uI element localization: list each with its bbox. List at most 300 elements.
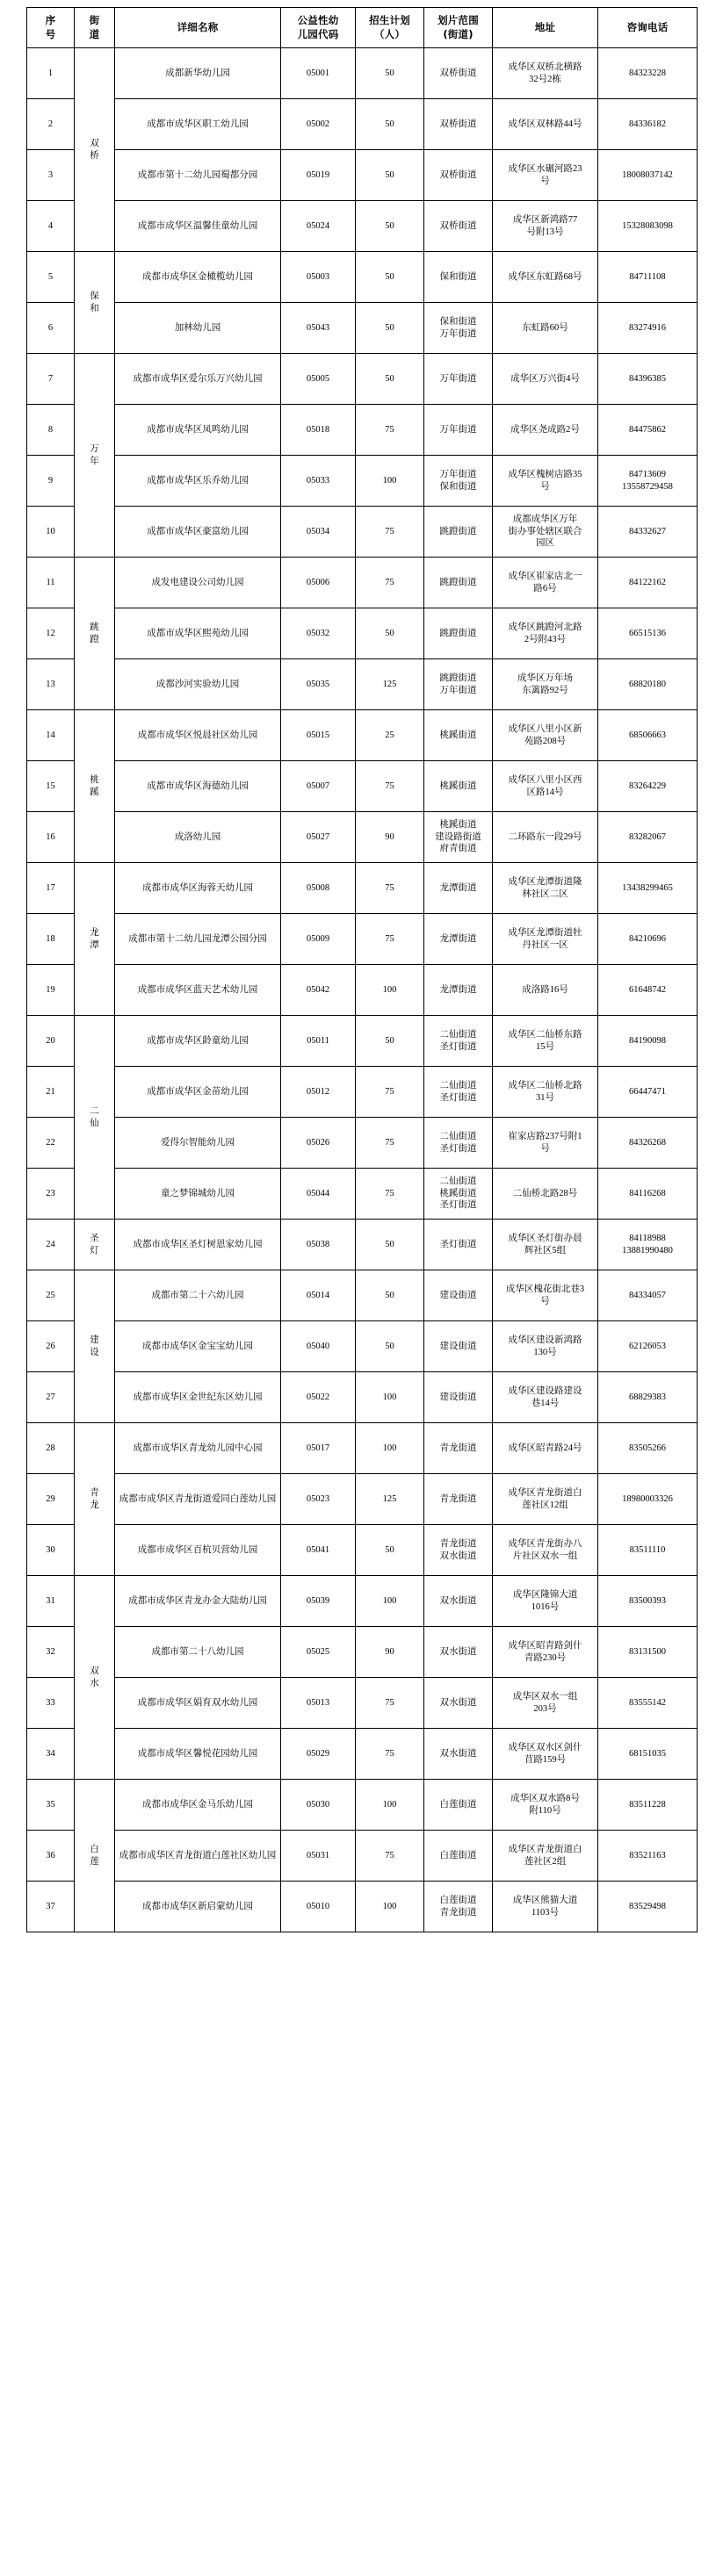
cell-enrollment-quota: 50 (356, 303, 424, 354)
cell-enrollment-quota: 100 (356, 1423, 424, 1474)
cell-street-group (75, 1423, 115, 1576)
address-line: 成华区东虹路68号 (508, 271, 582, 282)
address-line: 成华区隆锦大道 (512, 1589, 578, 1600)
cell-zone-range (424, 608, 493, 659)
address-line: 路6号 (533, 583, 557, 594)
address-line: 号 (540, 176, 550, 186)
cell-seq: 22 (27, 1118, 75, 1169)
cell-phone (598, 710, 698, 761)
cell-address (493, 914, 598, 965)
cell-seq: 2 (27, 99, 75, 150)
cell-phone (598, 150, 698, 201)
cell-street-group (75, 710, 115, 863)
table-row (27, 1067, 698, 1118)
phone-line: 83555142 (629, 1697, 666, 1708)
cell-zone-range (424, 456, 493, 507)
cell-seq: 24 (27, 1220, 75, 1270)
cell-address (493, 150, 598, 201)
cell-zone-range (424, 1067, 493, 1118)
zone-line: 桃蹊街道 (439, 1188, 477, 1198)
header-char: 街 (89, 14, 100, 27)
street-char: 圣 (90, 1233, 99, 1243)
address-line: 莲社区2组 (524, 1856, 567, 1867)
address-line: 1016号 (531, 1601, 560, 1612)
cell-kindergarten-name: 成都市第十二幼儿园龙潭公园分园 (115, 914, 281, 965)
cell-kindergarten-name: 成都市成华区娟育双水幼儿园 (115, 1678, 281, 1729)
header-line: 儿园代码 (297, 27, 339, 40)
cell-kindergarten-name: 成都市成华区龄童幼儿园 (115, 1016, 281, 1067)
zone-line: 青龙街道 (439, 1907, 477, 1918)
address-line: 31号 (536, 1092, 554, 1103)
address-line: 园区 (536, 538, 554, 549)
address-line: 成华区二仙桥东路 (508, 1029, 582, 1040)
cell-zone-range (424, 812, 493, 863)
cell-zone-range (424, 1525, 493, 1576)
address-line: 成洛路16号 (522, 984, 568, 995)
street-char: 蹬 (90, 634, 99, 644)
phone-line: 61648742 (629, 984, 666, 995)
address-line: 成华区万兴街4号 (510, 373, 580, 384)
phone-line: 68151035 (629, 1748, 666, 1759)
address-line: 1103号 (531, 1907, 560, 1918)
cell-kindergarten-name: 成都市成华区蓝天艺术幼儿园 (115, 965, 281, 1016)
cell-kindergarten-name: 成都市成华区青龙幼儿园中心园 (115, 1423, 281, 1474)
phone-line: 13881990480 (622, 1245, 673, 1256)
cell-kindergarten-code: 05033 (281, 456, 356, 507)
zone-line: 桃蹊街道 (439, 819, 477, 830)
address-line: 成华区龙潭街道牡 (508, 927, 582, 938)
header-row (27, 8, 698, 48)
address-line: 成华区二仙桥北路 (508, 1080, 582, 1090)
cell-seq: 4 (27, 201, 75, 252)
cell-enrollment-quota: 75 (356, 1729, 424, 1780)
table-row (27, 405, 698, 456)
phone-line: 84190098 (629, 1035, 666, 1046)
cell-seq: 26 (27, 1321, 75, 1372)
cell-address (493, 1321, 598, 1372)
cell-enrollment-quota: 90 (356, 812, 424, 863)
phone-line: 68829383 (629, 1392, 666, 1402)
cell-kindergarten-name: 童之梦锦城幼儿园 (115, 1169, 281, 1220)
column-header-addr: 地址 (493, 8, 598, 48)
zone-line: 跳蹬街道 (439, 673, 477, 683)
cell-enrollment-quota: 75 (356, 914, 424, 965)
zone-line: 双桥街道 (439, 119, 477, 129)
table-row (27, 99, 698, 150)
cell-zone-range (424, 1780, 493, 1831)
cell-seq: 29 (27, 1474, 75, 1525)
cell-kindergarten-code: 05026 (281, 1118, 356, 1169)
table-row (27, 1729, 698, 1780)
cell-kindergarten-name: 加林幼儿园 (115, 303, 281, 354)
cell-address (493, 1474, 598, 1525)
cell-enrollment-quota: 50 (356, 608, 424, 659)
zone-line: 跳蹬街道 (439, 526, 477, 536)
cell-kindergarten-name: 成都市第二十六幼儿园 (115, 1270, 281, 1321)
cell-seq: 35 (27, 1780, 75, 1831)
cell-address (493, 303, 598, 354)
cell-phone (598, 1372, 698, 1423)
phone-line: 84713609 (629, 469, 666, 479)
cell-zone-range (424, 914, 493, 965)
zone-line: 白莲街道 (439, 1850, 477, 1860)
address-line: 林社区二区 (522, 889, 568, 899)
cell-kindergarten-code: 05013 (281, 1678, 356, 1729)
address-line: 15号 (536, 1041, 554, 1052)
table-row (27, 914, 698, 965)
zone-line: 双桥街道 (439, 68, 477, 78)
address-line: 苑路208号 (524, 736, 567, 746)
cell-kindergarten-name: 成都市成华区金苗幼儿园 (115, 1067, 281, 1118)
address-line: 成华区新鸿路77 (512, 214, 578, 225)
cell-zone-range (424, 1729, 493, 1780)
cell-zone-range (424, 1576, 493, 1627)
cell-enrollment-quota: 100 (356, 1780, 424, 1831)
header-char: 号 (45, 27, 56, 40)
cell-zone-range (424, 1270, 493, 1321)
zone-line: 双水街道 (439, 1646, 477, 1657)
phone-line: 15328083098 (622, 220, 673, 231)
column-header-quota (356, 8, 424, 48)
cell-kindergarten-name: 成都市成华区百杭贝营幼儿园 (115, 1525, 281, 1576)
address-line: 成华区熊猫大道 (512, 1895, 578, 1905)
zone-line: 青龙街道 (439, 1443, 477, 1453)
column-header-name: 详细名称 (115, 8, 281, 48)
zone-line: 圣灯街道 (439, 1239, 477, 1249)
header-line: (街道) (443, 27, 474, 40)
zone-line: 跳蹬街道 (439, 628, 477, 638)
address-line: 辉社区5组 (524, 1245, 567, 1256)
address-line: 130号 (533, 1347, 557, 1357)
cell-zone-range (424, 1627, 493, 1678)
zone-line: 圣灯街道 (439, 1092, 477, 1103)
street-char: 灯 (90, 1245, 99, 1256)
cell-seq: 37 (27, 1882, 75, 1932)
cell-seq: 10 (27, 507, 75, 558)
street-char: 双 (90, 1666, 99, 1676)
table-row (27, 965, 698, 1016)
cell-zone-range (424, 965, 493, 1016)
cell-address (493, 1067, 598, 1118)
cell-zone-range (424, 1831, 493, 1882)
table-body (27, 48, 698, 1932)
cell-seq: 12 (27, 608, 75, 659)
phone-line: 84336182 (629, 119, 666, 129)
table-row (27, 1525, 698, 1576)
phone-line: 83274916 (629, 322, 666, 333)
cell-street-group (75, 558, 115, 710)
cell-zone-range (424, 252, 493, 303)
table-row (27, 354, 698, 405)
cell-kindergarten-name: 成都市成华区乐乔幼儿园 (115, 456, 281, 507)
phone-line: 84118988 (629, 1233, 666, 1243)
cell-phone (598, 863, 698, 914)
cell-street-group (75, 1016, 115, 1220)
cell-address (493, 659, 598, 710)
phone-line: 84334057 (629, 1290, 666, 1300)
address-line: 青路230号 (524, 1652, 567, 1663)
cell-seq: 7 (27, 354, 75, 405)
column-header-street (75, 8, 115, 48)
cell-kindergarten-code: 05009 (281, 914, 356, 965)
cell-enrollment-quota: 100 (356, 1372, 424, 1423)
street-char: 潭 (90, 939, 99, 950)
address-line: 成华区双水一组 (512, 1691, 578, 1702)
cell-enrollment-quota: 100 (356, 965, 424, 1016)
cell-phone (598, 1118, 698, 1169)
address-line: 成华区双桥北横路 (508, 61, 582, 72)
cell-address (493, 1525, 598, 1576)
cell-seq: 14 (27, 710, 75, 761)
cell-kindergarten-code: 05007 (281, 761, 356, 812)
table-header (27, 8, 698, 48)
cell-kindergarten-name: 成都市成华区新启蒙幼儿园 (115, 1882, 281, 1932)
column-header-zone (424, 8, 493, 48)
address-line: 成华区建设路建设 (508, 1385, 582, 1396)
cell-kindergarten-name: 成都市成华区职工幼儿园 (115, 99, 281, 150)
cell-address (493, 1780, 598, 1831)
street-char: 水 (90, 1678, 99, 1688)
cell-phone (598, 1220, 698, 1270)
cell-seq: 1 (27, 48, 75, 99)
cell-phone (598, 1882, 698, 1932)
cell-kindergarten-code: 05005 (281, 354, 356, 405)
cell-kindergarten-code: 05018 (281, 405, 356, 456)
cell-seq: 27 (27, 1372, 75, 1423)
zone-line: 白莲街道 (439, 1799, 477, 1810)
cell-address (493, 1729, 598, 1780)
phone-line: 18980003326 (622, 1493, 673, 1504)
cell-enrollment-quota: 50 (356, 252, 424, 303)
cell-enrollment-quota: 50 (356, 354, 424, 405)
cell-enrollment-quota: 75 (356, 1678, 424, 1729)
cell-zone-range (424, 1474, 493, 1525)
phone-line: 18008037142 (622, 169, 673, 180)
cell-kindergarten-name: 成都市成华区金橄榄幼儿园 (115, 252, 281, 303)
table-row (27, 1270, 698, 1321)
table-row (27, 303, 698, 354)
cell-seq: 31 (27, 1576, 75, 1627)
zone-line: 跳蹬街道 (439, 577, 477, 587)
cell-phone (598, 1729, 698, 1780)
cell-seq: 23 (27, 1169, 75, 1220)
cell-seq: 18 (27, 914, 75, 965)
cell-enrollment-quota: 75 (356, 1067, 424, 1118)
cell-enrollment-quota: 125 (356, 659, 424, 710)
cell-enrollment-quota: 50 (356, 1016, 424, 1067)
cell-kindergarten-name: 成都市成华区熙苑幼儿园 (115, 608, 281, 659)
cell-kindergarten-name: 成都市成华区金宝宝幼儿园 (115, 1321, 281, 1372)
street-char: 建 (90, 1335, 99, 1345)
phone-line: 84475862 (629, 424, 666, 435)
cell-address (493, 405, 598, 456)
zone-line: 圣灯街道 (439, 1041, 477, 1052)
column-header-seq (27, 8, 75, 48)
zone-line: 双水街道 (439, 1748, 477, 1759)
header-line: （人） (373, 27, 406, 40)
cell-seq: 19 (27, 965, 75, 1016)
cell-zone-range (424, 150, 493, 201)
cell-enrollment-quota: 50 (356, 1220, 424, 1270)
cell-enrollment-quota: 100 (356, 1882, 424, 1932)
table-row (27, 1678, 698, 1729)
cell-enrollment-quota: 75 (356, 1118, 424, 1169)
cell-enrollment-quota: 100 (356, 1576, 424, 1627)
cell-address (493, 201, 598, 252)
address-line: 东虹路60号 (522, 322, 568, 333)
cell-seq: 20 (27, 1016, 75, 1067)
address-line: 成华区龙潭街道隆 (508, 876, 582, 887)
zone-line: 建设街道 (439, 1290, 477, 1300)
cell-zone-range (424, 710, 493, 761)
street-char: 二 (90, 1105, 99, 1116)
street-char: 双 (90, 138, 99, 148)
cell-kindergarten-code: 05039 (281, 1576, 356, 1627)
cell-phone (598, 252, 698, 303)
table-row (27, 1627, 698, 1678)
cell-address (493, 99, 598, 150)
cell-enrollment-quota: 25 (356, 710, 424, 761)
cell-address (493, 1423, 598, 1474)
cell-kindergarten-name: 成都市成华区温馨佳童幼儿园 (115, 201, 281, 252)
street-char: 仙 (90, 1118, 99, 1128)
street-char: 蹊 (90, 787, 99, 797)
cell-zone-range (424, 1678, 493, 1729)
phone-line: 13438299465 (622, 882, 673, 893)
cell-street-group (75, 252, 115, 354)
cell-seq: 16 (27, 812, 75, 863)
cell-kindergarten-code: 05027 (281, 812, 356, 863)
zone-line: 二仙街道 (439, 1176, 477, 1186)
cell-kindergarten-code: 05003 (281, 252, 356, 303)
header-char: 道 (89, 27, 100, 40)
street-char: 青 (90, 1487, 99, 1498)
table-row (27, 1831, 698, 1882)
header-line: 招生计划 (369, 14, 410, 27)
cell-kindergarten-code: 05008 (281, 863, 356, 914)
cell-phone (598, 659, 698, 710)
table-row (27, 863, 698, 914)
cell-zone-range (424, 558, 493, 608)
address-line: 成华区双水路8号 (510, 1793, 580, 1803)
cell-seq: 6 (27, 303, 75, 354)
cell-enrollment-quota: 75 (356, 863, 424, 914)
cell-phone (598, 1780, 698, 1831)
zone-line: 龙潭街道 (439, 933, 477, 944)
cell-kindergarten-name: 成都市成华区海德幼儿园 (115, 761, 281, 812)
cell-zone-range (424, 303, 493, 354)
cell-enrollment-quota: 50 (356, 99, 424, 150)
cell-street-group (75, 863, 115, 1016)
address-line: 成华区双水区剑什 (508, 1742, 582, 1752)
street-char: 龙 (90, 1500, 99, 1510)
cell-kindergarten-code: 05006 (281, 558, 356, 608)
address-line: 成华区水碾河路23 (508, 163, 582, 174)
address-line: 成华区尧成路2号 (510, 424, 580, 435)
cell-kindergarten-name: 成都沙河实验幼儿园 (115, 659, 281, 710)
cell-enrollment-quota: 75 (356, 1831, 424, 1882)
cell-phone (598, 1016, 698, 1067)
cell-enrollment-quota: 75 (356, 1169, 424, 1220)
cell-phone (598, 1525, 698, 1576)
cell-kindergarten-name: 成洛幼儿园 (115, 812, 281, 863)
cell-phone (598, 1423, 698, 1474)
address-line: 成华区槐树店路35 (508, 469, 582, 479)
cell-seq: 11 (27, 558, 75, 608)
street-char: 跳 (90, 622, 99, 632)
cell-address (493, 1627, 598, 1678)
address-line: 成华区青龙街办八 (508, 1538, 582, 1549)
cell-address (493, 1882, 598, 1932)
cell-zone-range (424, 1321, 493, 1372)
cell-zone-range (424, 354, 493, 405)
cell-address (493, 608, 598, 659)
cell-street-group (75, 354, 115, 558)
cell-seq: 34 (27, 1729, 75, 1780)
cell-kindergarten-name: 成都市第二十八幼儿园 (115, 1627, 281, 1678)
cell-kindergarten-name: 爱得尔智能幼儿园 (115, 1118, 281, 1169)
phone-line: 84326268 (629, 1137, 666, 1148)
cell-zone-range (424, 99, 493, 150)
cell-street-group (75, 48, 115, 252)
address-line: 片社区双水一组 (512, 1551, 578, 1561)
street-char: 白 (90, 1844, 99, 1854)
zone-line: 龙潭街道 (439, 882, 477, 893)
zone-line: 二仙街道 (439, 1131, 477, 1141)
address-line: 成华区昭青路24号 (508, 1443, 582, 1453)
address-line: 成华区青龙街道白 (508, 1487, 582, 1498)
zone-line: 双桥街道 (439, 220, 477, 231)
header-line: 划片范围 (437, 14, 479, 27)
address-line: 成华区八里小区西 (508, 774, 582, 785)
cell-enrollment-quota: 75 (356, 507, 424, 558)
address-line: 203号 (533, 1703, 557, 1714)
cell-seq: 28 (27, 1423, 75, 1474)
phone-line: 83529498 (629, 1901, 666, 1911)
address-line: 二环路东一段29号 (508, 831, 582, 842)
street-char: 和 (90, 303, 99, 313)
address-line: 丹社区一区 (522, 939, 568, 950)
table-row (27, 150, 698, 201)
zone-line: 青龙街道 (439, 1538, 477, 1549)
cell-seq: 36 (27, 1831, 75, 1882)
cell-seq: 25 (27, 1270, 75, 1321)
cell-phone (598, 1270, 698, 1321)
cell-kindergarten-code: 05022 (281, 1372, 356, 1423)
cell-address (493, 456, 598, 507)
address-line: 号 (540, 1143, 550, 1154)
street-char: 龙 (90, 927, 99, 938)
street-char: 年 (90, 456, 99, 466)
table-row (27, 456, 698, 507)
column-header-phone: 咨询电话 (598, 8, 698, 48)
cell-kindergarten-code: 05030 (281, 1780, 356, 1831)
phone-line: 62126053 (629, 1341, 666, 1351)
cell-seq: 15 (27, 761, 75, 812)
table-row (27, 48, 698, 99)
zone-line: 万年街道 (439, 328, 477, 339)
cell-seq: 32 (27, 1627, 75, 1678)
cell-kindergarten-name: 成都市成华区金马乐幼儿园 (115, 1780, 281, 1831)
phone-line: 84122162 (629, 577, 666, 587)
street-char: 莲 (90, 1856, 99, 1867)
address-line: 成华区八里小区新 (508, 723, 582, 734)
address-line: 成华区青龙街道白 (508, 1844, 582, 1854)
cell-phone (598, 1678, 698, 1729)
cell-address (493, 965, 598, 1016)
table-row (27, 1576, 698, 1627)
address-line: 附110号 (529, 1805, 561, 1816)
